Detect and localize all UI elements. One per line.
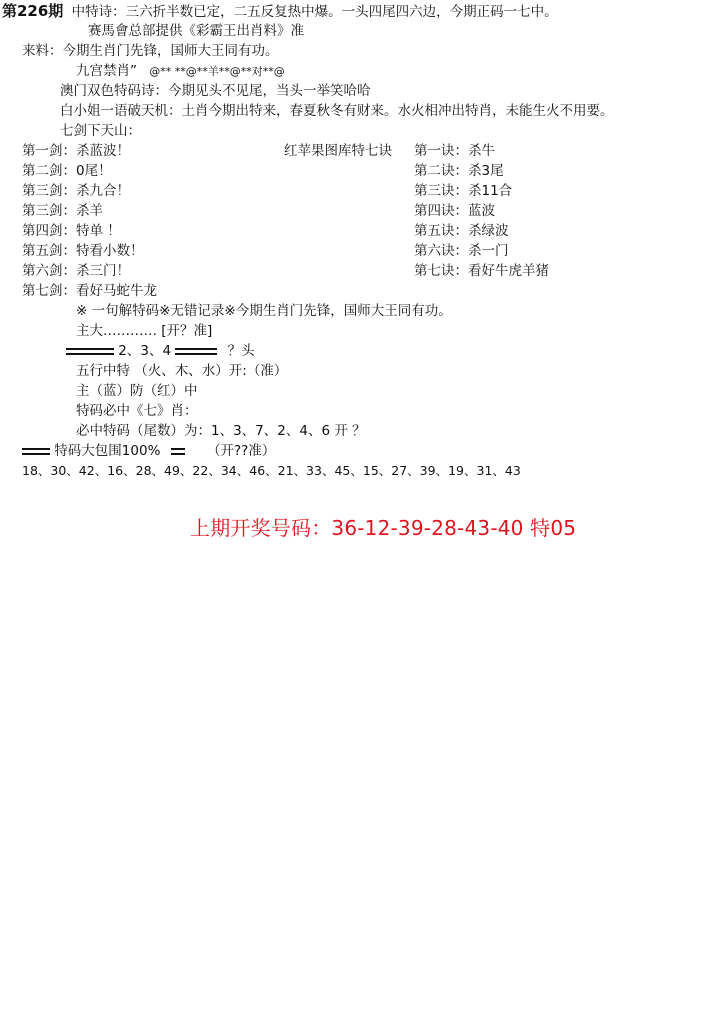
special-verse: 中特诗：三六折半数已定，二五反复热中爆。一头四尾四六边，今期正码一七中。: [71, 4, 558, 20]
nine-palace-code: @** **@**羊**@**对**@: [149, 65, 285, 78]
sword-item: 第七剑：看好马蛇牛龙: [22, 283, 157, 299]
double-bar-icon: [22, 445, 50, 457]
number-list: 18、30、42、16、28、49、22、34、46、21、33、45、15、27、39、19、31、43: [22, 463, 521, 478]
main-big-tip: 主大………… [开？准]: [76, 323, 213, 339]
incoming-material-line: 来料：今期生肖门先锋，国师大王同有功。: [22, 43, 279, 59]
sword-item: 第二剑：0尾！: [22, 163, 112, 179]
sword-item: 第六剑：杀三门！: [22, 263, 130, 279]
secret-item: 第五诀：杀绿波: [414, 223, 509, 239]
hk-source-line: 赛馬會总部提供《彩霸王出肖料》准: [88, 23, 304, 39]
sword-item: 第四剑：特单 ！: [22, 223, 121, 239]
double-bar-icon: [171, 445, 185, 457]
secret-item: 第六诀：杀一门: [414, 243, 509, 259]
head-tip-line: [66, 342, 255, 360]
macau-poem-line: 澳门双色特码诗：今期见头不见尾，当头一举笑哈哈: [60, 83, 371, 99]
secret-item: 第一诀：杀牛: [414, 143, 495, 159]
secret-item: 第三诀：杀11合: [414, 183, 513, 199]
triple-bar-icon: [66, 345, 114, 357]
full-cover-label: 特码大包围100%: [54, 443, 161, 459]
last-draw-result: 上期开奖号码：36-12-39-28-43-40 特05: [190, 516, 577, 540]
tail-number-tip: 必中特码（尾数）为：1、3、7、2、4、6 开 ？: [76, 423, 366, 439]
triple-bar-icon: [175, 345, 217, 357]
head-question: ？头: [227, 343, 255, 359]
color-wave-tip: 主（蓝）防（红）中: [76, 383, 198, 399]
header-line: [2, 2, 558, 21]
secret-item: 第二诀：杀3尾: [414, 163, 504, 179]
sword-item: 第三剑：杀羊: [22, 203, 103, 219]
secret-item: 第四诀：蓝波: [414, 203, 495, 219]
one-line-tip: ※ 一句解特码※无错记录※今期生肖门先锋，国师大王同有功。: [76, 303, 452, 319]
head-numbers: 2、3、4: [118, 343, 172, 359]
sword-item: 第五剑：特看小数！: [22, 243, 144, 259]
issue-number: 第226期: [2, 2, 64, 20]
seven-secrets-title: 红苹果图库特七诀: [284, 143, 392, 159]
sword-item: 第三剑：杀九合！: [22, 183, 130, 199]
full-cover-line: [22, 442, 275, 460]
five-elements-tip: 五行中特 （火、木、水）开:（准）: [76, 363, 288, 379]
sword-item: 第一剑：杀蓝波！: [22, 143, 130, 159]
seven-zodiac-tip: 特码必中《七》肖：: [76, 403, 198, 419]
nine-palace-line: [76, 62, 285, 81]
seven-swords-title: 七剑下天山：: [60, 123, 141, 139]
oracle-line: 白小姐一语破天机：土肖今期出特来，春夏秋冬有财来。水火相冲出特肖，未能生火不用要。: [60, 103, 614, 119]
full-cover-status: （开??准）: [207, 443, 276, 459]
secret-item: 第七诀：看好牛虎羊猪: [414, 263, 549, 279]
nine-palace-label: 九宫禁肖”: [76, 63, 137, 79]
